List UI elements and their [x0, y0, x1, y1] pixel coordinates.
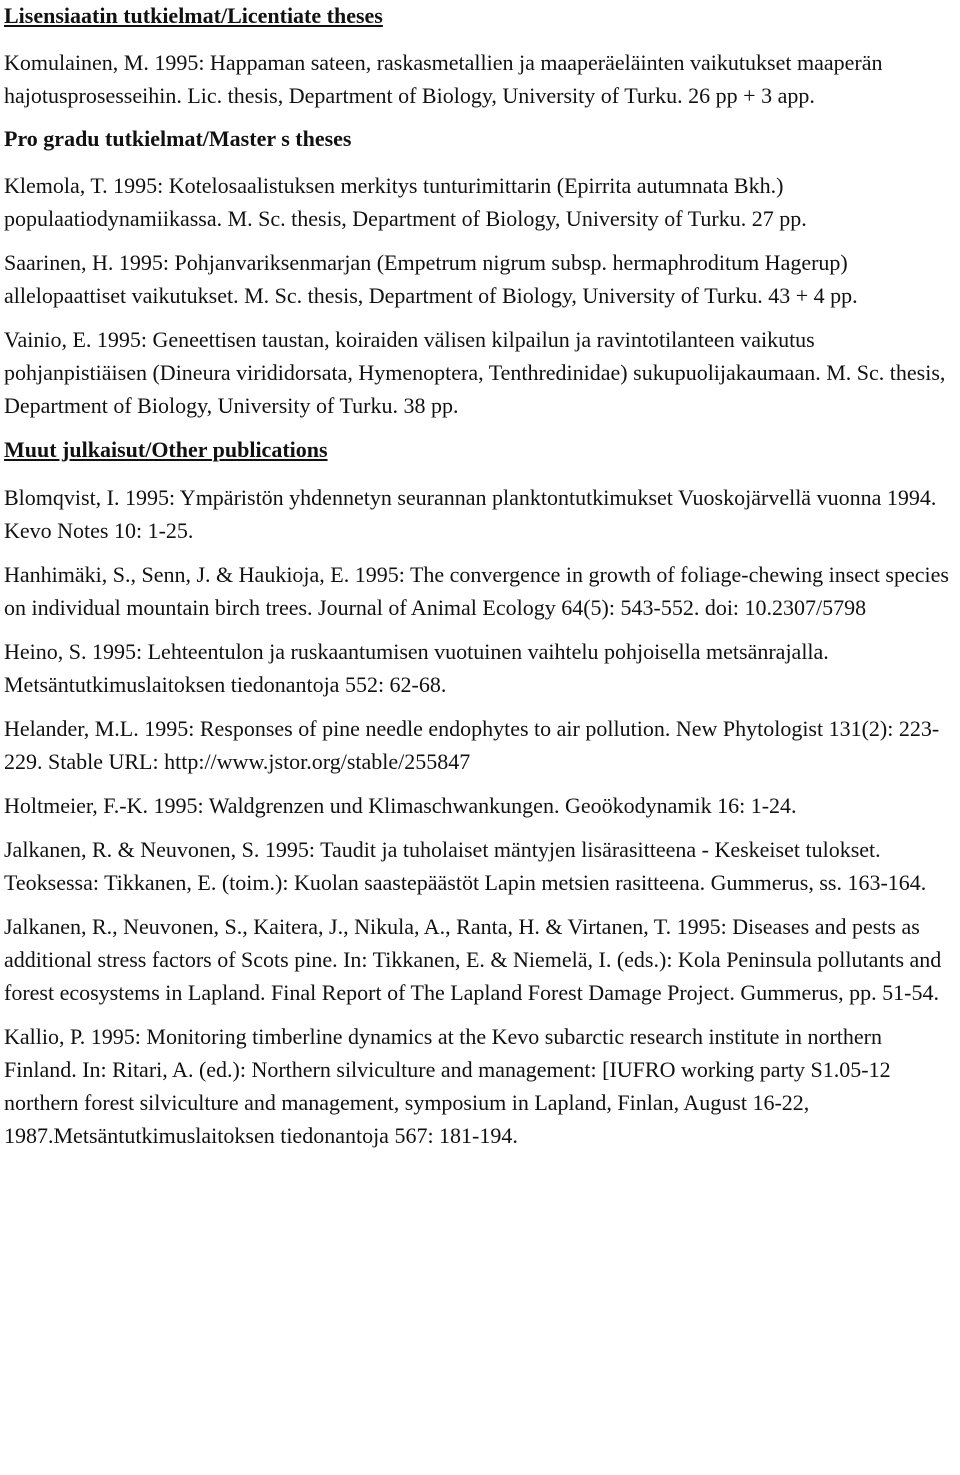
reference-entry: Holtmeier, F.-K. 1995: Waldgrenzen und Klimaschwankungen. Geoökodynamik 16: 1-24. — [4, 793, 797, 818]
reference-entry: Vainio, E. 1995: Geneettisen taustan, koiraiden välisen kilpailun ja ravintotilanteen vaikutus pohjanpistiäisen (Dineura virididorsata, Hymenoptera, Tenthredinidae) sukupuolijakaumaan. M. Sc. thesis, Department of Biology, University of Turku. 38 pp. — [4, 327, 946, 418]
reference-entry: Klemola, T. 1995: Kotelosaalistuksen merkitys tunturimittarin (Epirrita autumnata Bkh.) populaatiodynamiikassa. M. Sc. thesis, Department of Biology, University of Turku. 27 pp. — [4, 173, 807, 231]
section-heading-other-publications: Muut julkaisut/Other publications — [4, 437, 328, 462]
reference-entry: Jalkanen, R. & Neuvonen, S. 1995: Taudit ja tuholaiset mäntyjen lisärasitteena - Keskeiset tulokset. Teoksessa: Tikkanen, E. (toim.): Kuolan saastepäästöt Lapin metsien rasitteena. Gummerus, ss. 163-164. — [4, 837, 927, 895]
reference-entry: Komulainen, M. 1995: Happaman sateen, raskasmetallien ja maaperäeläinten vaikutukset maaperän hajotusprosesseihin. Lic. thesis, Department of Biology, University of Turku. 26 pp + 3 app. — [4, 50, 883, 108]
reference-entry: Blomqvist, I. 1995: Ympäristön yhdennetyn seurannan planktontutkimukset Vuoskojärvellä vuonna 1994. Kevo Notes 10: 1-25. — [4, 485, 937, 543]
reference-entry: Jalkanen, R., Neuvonen, S., Kaitera, J., Nikula, A., Ranta, H. & Virtanen, T. 1995: Diseases and pests as additional stress factors of Scots pine. In: Tikkanen, E. & Niemelä, I. (eds.): Kola Peninsula pollutants and forest ecosystems in Lapland. Final Report of The Lapland Forest Damage Project. Gummerus, pp. 51-54. — [4, 914, 942, 1005]
reference-entry: Kallio, P. 1995: Monitoring timberline dynamics at the Kevo subarctic research institute in northern Finland. In: Ritari, A. (ed.): Northern silviculture and management: [IUFRO working party S1.05-12 northern forest silviculture and management, symposium in Lapland, Finlan, August 16-22, 1987.Metsäntutkimuslaitoksen tiedonantoja 567: 181-194. — [4, 1024, 891, 1148]
section-heading-master-theses: Pro gradu tutkielmat/Master s theses — [4, 126, 352, 151]
reference-entry: Saarinen, H. 1995: Pohjanvariksenmarjan (Empetrum nigrum subsp. hermaphroditum Hagerup) allelopaattiset vaikutukset. M. Sc. thesis, Department of Biology, University of Turku. 43 + 4 pp. — [4, 250, 858, 308]
section-heading-licentiate-theses: Lisensiaatin tutkielmat/Licentiate theses — [4, 3, 383, 28]
reference-entry: Heino, S. 1995: Lehteentulon ja ruskaantumisen vuotuinen vaihtelu pohjoisella metsänrajalla. Metsäntutkimuslaitoksen tiedonantoja 552: 62-68. — [4, 639, 829, 697]
reference-entry: Hanhimäki, S., Senn, J. & Haukioja, E. 1995: The convergence in growth of foliage-chewing insect species on individual mountain birch trees. Journal of Animal Ecology 64(5): 543-552. doi: 10.2307/5798 — [4, 562, 949, 620]
reference-entry: Helander, M.L. 1995: Responses of pine needle endophytes to air pollution. New Phytologist 131(2): 223-229. Stable URL: http://www.jstor.org/stable/255847 — [4, 716, 940, 774]
